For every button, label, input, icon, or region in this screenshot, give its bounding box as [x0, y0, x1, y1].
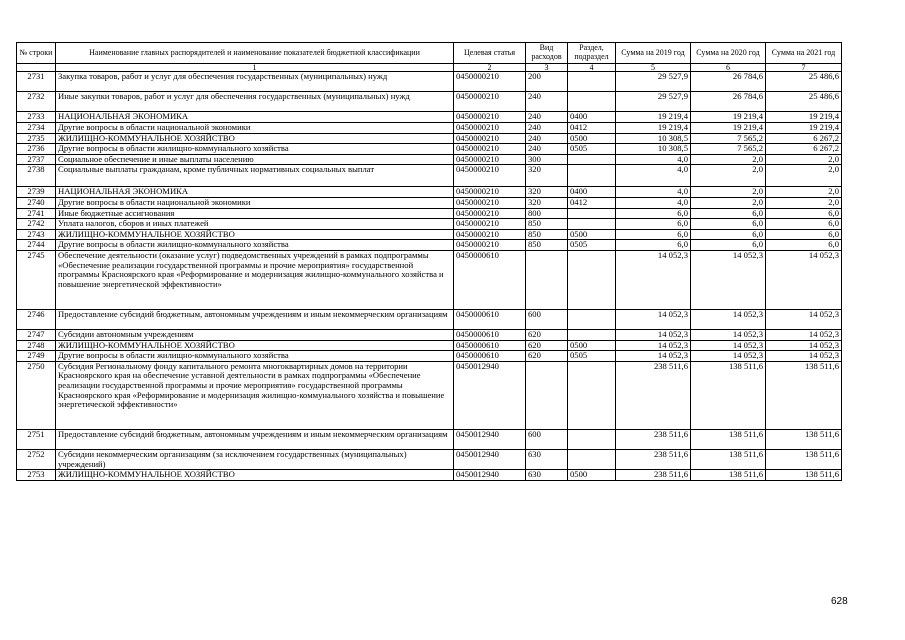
- row-sum-2019: 10 308,5: [616, 133, 691, 144]
- table-row: [17, 219, 842, 230]
- table-row: [17, 340, 842, 351]
- row-name: НАЦИОНАЛЬНАЯ ЭКОНОМИКА: [56, 187, 454, 198]
- row-sum-2019: 19 219,4: [616, 112, 691, 123]
- row-name: Субсидии автономным учреждениям: [56, 330, 454, 341]
- row-sum-2020: 19 219,4: [691, 112, 766, 123]
- row-sum-2021: 6,0: [766, 208, 842, 219]
- row-sum-2021: 6,0: [766, 229, 842, 240]
- table-row: [17, 240, 842, 251]
- row-sum-2021: 6,0: [766, 240, 842, 251]
- row-expense-type: 630: [526, 470, 568, 481]
- row-sum-2019: 14 052,3: [616, 330, 691, 341]
- row-name: Другие вопросы в области национальной экономики: [56, 197, 454, 208]
- row-sum-2021: 25 486,6: [766, 72, 842, 92]
- row-number: 2733: [17, 112, 56, 123]
- row-section: 0500: [568, 470, 616, 481]
- row-target-article: 0450000210: [454, 197, 526, 208]
- row-expense-type: 600: [526, 309, 568, 329]
- table-row: [17, 112, 842, 123]
- row-target-article: 0450012940: [454, 450, 526, 470]
- row-target-article: 0450000610: [454, 351, 526, 362]
- table-row: [17, 187, 842, 198]
- row-sum-2021: 138 511,6: [766, 450, 842, 470]
- row-sum-2021: 138 511,6: [766, 361, 842, 429]
- table-row: [17, 208, 842, 219]
- table-header-row: [17, 43, 842, 64]
- row-target-article: 0450000210: [454, 144, 526, 155]
- row-section: [568, 92, 616, 112]
- row-expense-type: 200: [526, 72, 568, 92]
- row-sum-2020: 2,0: [691, 197, 766, 208]
- row-sum-2019: 29 527,9: [616, 92, 691, 112]
- row-name: Предоставление субсидий бюджетным, автономным учреждениям и иным некоммерческим организациям: [56, 309, 454, 329]
- row-number: 2742: [17, 219, 56, 230]
- row-sum-2020: 138 511,6: [691, 470, 766, 481]
- row-section: [568, 250, 616, 309]
- row-section: 0500: [568, 133, 616, 144]
- row-sum-2021: 14 052,3: [766, 250, 842, 309]
- row-sum-2020: 2,0: [691, 165, 766, 187]
- row-sum-2021: 6 267,2: [766, 133, 842, 144]
- row-sum-2019: 238 511,6: [616, 470, 691, 481]
- row-name: Социальные выплаты гражданам, кроме публичных нормативных социальных выплат: [56, 165, 454, 187]
- row-number: 2743: [17, 229, 56, 240]
- row-target-article: 0450012940: [454, 470, 526, 481]
- table-row: [17, 361, 842, 429]
- row-sum-2020: 14 052,3: [691, 340, 766, 351]
- row-target-article: 0450012940: [454, 429, 526, 449]
- row-target-article: 0450000210: [454, 208, 526, 219]
- row-number: 2738: [17, 165, 56, 187]
- table-row: [17, 165, 842, 187]
- row-name: ЖИЛИЩНО-КОММУНАЛЬНОЕ ХОЗЯЙСТВО: [56, 229, 454, 240]
- row-sum-2019: 4,0: [616, 187, 691, 198]
- row-number: 2745: [17, 250, 56, 309]
- row-number: 2747: [17, 330, 56, 341]
- row-sum-2019: 238 511,6: [616, 361, 691, 429]
- table-row: [17, 351, 842, 362]
- row-sum-2020: 19 219,4: [691, 122, 766, 133]
- row-sum-2020: 2,0: [691, 187, 766, 198]
- row-name: ЖИЛИЩНО-КОММУНАЛЬНОЕ ХОЗЯЙСТВО: [56, 340, 454, 351]
- row-expense-type: 850: [526, 219, 568, 230]
- row-expense-type: 240: [526, 112, 568, 123]
- row-name: Субсидия Региональному фонду капитального ремонта многоквартирных домов на территории Красноярского края на обеспечение уставной деятельности в рамках подпрограммы «Обеспечение реализации государственной программы и прочие мероприятия» государственной программы Красноярского края «Реформирование и модернизация жилищно-коммунального хозяйства и повышение энергетической эффективности»: [56, 361, 454, 429]
- row-sum-2020: 14 052,3: [691, 330, 766, 341]
- row-sum-2021: 2,0: [766, 165, 842, 187]
- header-target-article: Целевая статья: [454, 43, 526, 64]
- row-expense-type: 850: [526, 240, 568, 251]
- row-target-article: 0450000210: [454, 154, 526, 165]
- row-expense-type: 300: [526, 154, 568, 165]
- row-target-article: 0450000210: [454, 229, 526, 240]
- row-sum-2019: 4,0: [616, 197, 691, 208]
- column-number-cell: 5: [616, 64, 691, 72]
- column-number-cell: [17, 64, 56, 72]
- row-number: 2736: [17, 144, 56, 155]
- row-sum-2020: 14 052,3: [691, 351, 766, 362]
- row-sum-2021: 19 219,4: [766, 122, 842, 133]
- row-expense-type: 320: [526, 187, 568, 198]
- row-number: 2744: [17, 240, 56, 251]
- row-sum-2019: 14 052,3: [616, 351, 691, 362]
- row-expense-type: 320: [526, 197, 568, 208]
- row-name: Субсидии некоммерческим организациям (за исключением государственных (муниципальных) учреждений): [56, 450, 454, 470]
- row-sum-2020: 14 052,3: [691, 309, 766, 329]
- row-number: 2735: [17, 133, 56, 144]
- row-name: Другие вопросы в области жилищно-коммунального хозяйства: [56, 351, 454, 362]
- header-sum-2019: Сумма на 2019 год: [616, 43, 691, 64]
- row-name: Обеспечение деятельности (оказание услуг) подведомственных учреждений в рамках подпрограммы «Обеспечение реализации государственной программы и прочие мероприятия» государственной программы Красноярского края «Реформирование и модернизация жилищно-коммунального хозяйства и повышение энергетической эффективности»: [56, 250, 454, 309]
- row-number: 2753: [17, 470, 56, 481]
- row-name: Предоставление субсидий бюджетным, автономным учреждениям и иным некоммерческим организациям: [56, 429, 454, 449]
- row-expense-type: 240: [526, 122, 568, 133]
- row-sum-2019: 238 511,6: [616, 450, 691, 470]
- row-expense-type: 620: [526, 351, 568, 362]
- row-sum-2021: 14 052,3: [766, 340, 842, 351]
- row-number: 2734: [17, 122, 56, 133]
- column-number-cell: 3: [526, 64, 568, 72]
- row-name: ЖИЛИЩНО-КОММУНАЛЬНОЕ ХОЗЯЙСТВО: [56, 470, 454, 481]
- row-expense-type: 850: [526, 229, 568, 240]
- row-expense-type: 600: [526, 429, 568, 449]
- row-expense-type: 630: [526, 450, 568, 470]
- row-number: 2732: [17, 92, 56, 112]
- row-sum-2021: 2,0: [766, 154, 842, 165]
- row-sum-2019: 14 052,3: [616, 250, 691, 309]
- row-name: Уплата налогов, сборов и иных платежей: [56, 219, 454, 230]
- row-sum-2020: 138 511,6: [691, 429, 766, 449]
- row-section: [568, 208, 616, 219]
- row-number: 2748: [17, 340, 56, 351]
- row-section: 0505: [568, 351, 616, 362]
- row-sum-2021: 2,0: [766, 197, 842, 208]
- budget-table: [16, 42, 842, 481]
- table-row: [17, 250, 842, 309]
- row-sum-2021: 138 511,6: [766, 429, 842, 449]
- row-sum-2019: 6,0: [616, 229, 691, 240]
- row-number: 2740: [17, 197, 56, 208]
- row-name: Социальное обеспечение и иные выплаты населению: [56, 154, 454, 165]
- row-sum-2020: 26 784,6: [691, 72, 766, 92]
- row-name: Другие вопросы в области национальной экономики: [56, 122, 454, 133]
- row-target-article: 0450000210: [454, 122, 526, 133]
- row-sum-2020: 6,0: [691, 229, 766, 240]
- row-sum-2020: 138 511,6: [691, 450, 766, 470]
- row-sum-2021: 14 052,3: [766, 351, 842, 362]
- row-expense-type: 240: [526, 92, 568, 112]
- row-number: 2746: [17, 309, 56, 329]
- table-row: [17, 154, 842, 165]
- row-name: Иные бюджетные ассигнования: [56, 208, 454, 219]
- table-row: [17, 72, 842, 92]
- header-name: Наименование главных распорядителей и наименование показателей бюджетной классификации: [56, 43, 454, 64]
- row-number: 2751: [17, 429, 56, 449]
- row-target-article: 0450000210: [454, 133, 526, 144]
- row-name: Другие вопросы в области жилищно-коммунального хозяйства: [56, 144, 454, 155]
- row-number: 2731: [17, 72, 56, 92]
- table-row: [17, 309, 842, 329]
- row-sum-2020: 14 052,3: [691, 250, 766, 309]
- row-expense-type: 620: [526, 330, 568, 341]
- row-sum-2020: 6,0: [691, 208, 766, 219]
- row-number: 2741: [17, 208, 56, 219]
- row-section: 0500: [568, 340, 616, 351]
- table-row: [17, 429, 842, 449]
- row-name: НАЦИОНАЛЬНАЯ ЭКОНОМИКА: [56, 112, 454, 123]
- row-expense-type: [526, 361, 568, 429]
- row-expense-type: 240: [526, 133, 568, 144]
- row-sum-2019: 4,0: [616, 154, 691, 165]
- table-row: [17, 122, 842, 133]
- row-sum-2021: 19 219,4: [766, 112, 842, 123]
- row-sum-2020: 138 511,6: [691, 361, 766, 429]
- row-sum-2020: 26 784,6: [691, 92, 766, 112]
- header-row-number: № строки: [17, 43, 56, 64]
- row-section: 0400: [568, 187, 616, 198]
- row-sum-2019: 29 527,9: [616, 72, 691, 92]
- row-target-article: 0450000210: [454, 187, 526, 198]
- table-row: [17, 144, 842, 155]
- row-sum-2019: 6,0: [616, 208, 691, 219]
- row-sum-2019: 6,0: [616, 240, 691, 251]
- row-number: 2749: [17, 351, 56, 362]
- row-sum-2019: 6,0: [616, 219, 691, 230]
- row-section: [568, 72, 616, 92]
- column-number-cell: 6: [691, 64, 766, 72]
- column-number-row: [17, 64, 842, 72]
- page-number: 628: [831, 596, 848, 607]
- table-row: [17, 197, 842, 208]
- row-target-article: 0450000610: [454, 250, 526, 309]
- row-target-article: 0450000210: [454, 112, 526, 123]
- row-sum-2021: 25 486,6: [766, 92, 842, 112]
- row-sum-2021: 138 511,6: [766, 470, 842, 481]
- row-sum-2019: 19 219,4: [616, 122, 691, 133]
- row-sum-2020: 6,0: [691, 219, 766, 230]
- row-sum-2019: 14 052,3: [616, 309, 691, 329]
- column-number-cell: 4: [568, 64, 616, 72]
- row-sum-2020: 7 565,2: [691, 144, 766, 155]
- row-name: Иные закупки товаров, работ и услуг для обеспечения государственных (муниципальных) нужд: [56, 92, 454, 112]
- row-sum-2020: 2,0: [691, 154, 766, 165]
- header-sum-2021: Сумма на 2021 год: [766, 43, 842, 64]
- column-number-cell: 2: [454, 64, 526, 72]
- row-sum-2021: 6 267,2: [766, 144, 842, 155]
- row-number: 2750: [17, 361, 56, 429]
- header-section: Раздел, подраздел: [568, 43, 616, 64]
- row-section: 0412: [568, 122, 616, 133]
- header-sum-2020: Сумма на 2020 год: [691, 43, 766, 64]
- column-number-cell: 7: [766, 64, 842, 72]
- row-expense-type: [526, 250, 568, 309]
- row-section: [568, 330, 616, 341]
- row-section: 0400: [568, 112, 616, 123]
- row-target-article: 0450000610: [454, 340, 526, 351]
- row-sum-2020: 6,0: [691, 240, 766, 251]
- table-row: [17, 92, 842, 112]
- header-expense-type: Вид расходов: [526, 43, 568, 64]
- row-sum-2021: 14 052,3: [766, 330, 842, 341]
- row-name: ЖИЛИЩНО-КОММУНАЛЬНОЕ ХОЗЯЙСТВО: [56, 133, 454, 144]
- row-sum-2021: 6,0: [766, 219, 842, 230]
- row-section: 0412: [568, 197, 616, 208]
- row-sum-2019: 14 052,3: [616, 340, 691, 351]
- row-target-article: 0450000210: [454, 219, 526, 230]
- column-number-cell: 1: [56, 64, 454, 72]
- row-section: [568, 309, 616, 329]
- row-expense-type: 800: [526, 208, 568, 219]
- row-expense-type: 320: [526, 165, 568, 187]
- row-section: 0505: [568, 144, 616, 155]
- table-row: [17, 133, 842, 144]
- row-expense-type: 240: [526, 144, 568, 155]
- row-number: 2737: [17, 154, 56, 165]
- row-sum-2021: 2,0: [766, 187, 842, 198]
- row-expense-type: 620: [526, 340, 568, 351]
- row-section: [568, 165, 616, 187]
- row-section: [568, 154, 616, 165]
- row-section: 0505: [568, 240, 616, 251]
- table-row: [17, 330, 842, 341]
- row-section: [568, 450, 616, 470]
- row-number: 2739: [17, 187, 56, 198]
- row-section: [568, 361, 616, 429]
- row-target-article: 0450000610: [454, 330, 526, 341]
- row-sum-2019: 10 308,5: [616, 144, 691, 155]
- table-row: [17, 470, 842, 481]
- row-section: 0500: [568, 229, 616, 240]
- row-number: 2752: [17, 450, 56, 470]
- row-sum-2020: 7 565,2: [691, 133, 766, 144]
- row-section: [568, 219, 616, 230]
- row-section: [568, 429, 616, 449]
- row-target-article: 0450000210: [454, 72, 526, 92]
- table-row: [17, 450, 842, 470]
- row-sum-2019: 238 511,6: [616, 429, 691, 449]
- row-target-article: 0450000210: [454, 240, 526, 251]
- row-target-article: 0450000210: [454, 92, 526, 112]
- row-target-article: 0450000210: [454, 165, 526, 187]
- table-row: [17, 229, 842, 240]
- row-target-article: 0450000610: [454, 309, 526, 329]
- row-name: Закупка товаров, работ и услуг для обеспечения государственных (муниципальных) нужд: [56, 72, 454, 92]
- row-sum-2021: 14 052,3: [766, 309, 842, 329]
- row-target-article: 0450012940: [454, 361, 526, 429]
- row-name: Другие вопросы в области жилищно-коммунального хозяйства: [56, 240, 454, 251]
- row-sum-2019: 4,0: [616, 165, 691, 187]
